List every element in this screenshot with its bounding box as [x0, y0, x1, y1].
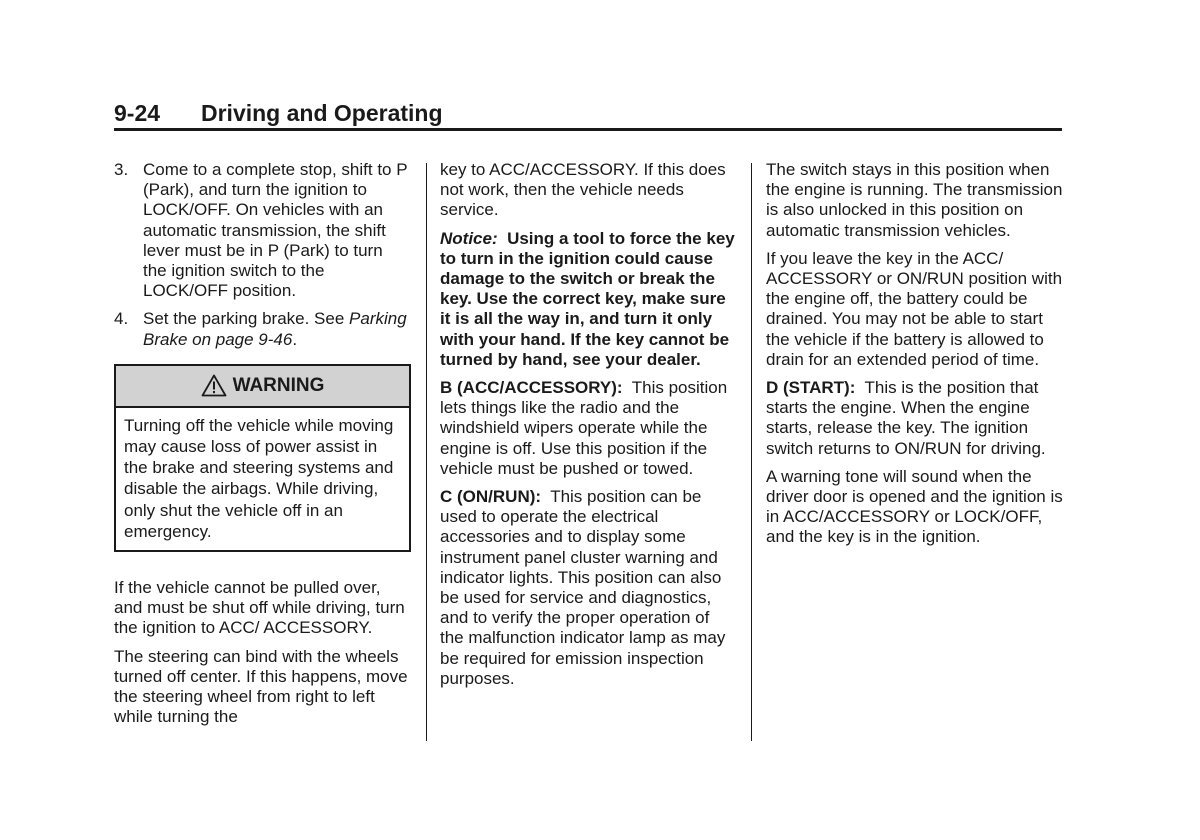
- column-divider: [426, 163, 427, 741]
- position-c-label: C (ON/RUN):: [440, 487, 542, 507]
- paragraph: The steering can bind with the wheels turned off center. If this happens, move the steering wheel from right to left while turning the: [114, 646, 408, 727]
- list-item: [114, 160, 410, 301]
- cross-reference-link[interactable]: Parking Brake on page 9-46: [143, 309, 407, 349]
- position-c-text: This position can be used to operate the electrical accessories and to display some instrument panel cluster warning and indicator lights. This position can also be used for service and diagnostics, and to verify the proper operation of the malfunction indicator lamp as may be required for emission inspection purposes.: [440, 487, 726, 688]
- warning-header: [116, 366, 409, 408]
- warning-title: WARNING: [232, 374, 325, 396]
- position-d-text: This is the position that starts the engine. When the engine starts, release the key. The ignition switch returns to ON/RUN for driving.: [766, 378, 1046, 458]
- position-d-paragraph: [766, 378, 1064, 459]
- step-list: [114, 160, 410, 350]
- paragraph: The switch stays in this position when the engine is running. The transmission is also unlocked in this position on automatic transmission vehicles.: [766, 160, 1063, 240]
- list-text: Set the parking brake. See: [143, 309, 350, 329]
- notice-text: Using a tool to force the key to turn in the ignition could cause damage to the switch or break the key. Use the correct key, make sure it is all the way in, and turn it only with your hand. If the key cannot be turned by hand, see your dealer.: [440, 228, 735, 369]
- list-text-end: .: [292, 329, 298, 349]
- position-c-paragraph: [440, 487, 736, 689]
- warning-triangle-icon: [201, 374, 227, 397]
- list-item: [114, 309, 410, 349]
- notice-paragraph: [440, 229, 736, 370]
- page-number: 9-24: [114, 100, 161, 126]
- section-title: Driving and Operating: [201, 100, 443, 126]
- warning-box: [114, 364, 411, 552]
- warning-text: Turning off the vehicle while moving may cause loss of power assist in the brake and steering systems and disable the airbags. While driving, only shut the vehicle off in an emergency.: [124, 415, 394, 541]
- position-b-paragraph: [440, 378, 736, 479]
- paragraph: If you leave the key in the ACC/ ACCESSORY or ON/RUN position with the engine off, the battery could be drained. You may not be able to start the vehicle if the battery is allowed to drain for an extended period of time.: [766, 248, 1063, 369]
- page-header: [114, 100, 1062, 130]
- list-number: 4.: [114, 309, 129, 329]
- paragraph: If the vehicle cannot be pulled over, and must be shut off while driving, turn the ignition to ACC/ ACCESSORY.: [114, 578, 405, 638]
- list-number: 3.: [114, 160, 129, 179]
- paragraph: A warning tone will sound when the driver door is opened and the ignition is in ACC/ACCESSORY or LOCK/OFF, and the key is in the ignition.: [766, 466, 1063, 547]
- paragraph: key to ACC/ACCESSORY. If this does not work, then the vehicle needs service.: [440, 160, 726, 220]
- column-3: [766, 160, 1064, 556]
- column-2: [440, 160, 736, 697]
- position-b-text: This position lets things like the radio and the windshield wipers operate while the engine is off. Use this position if the vehicle must be pushed or towed.: [440, 378, 728, 478]
- header-rule: [114, 128, 1062, 131]
- position-b-label: B (ACC/ACCESSORY):: [440, 378, 623, 398]
- column-1: [114, 160, 410, 735]
- list-text: Come to a complete stop, shift to P (Park), and turn the ignition to LOCK/OFF. On vehicles with an automatic transmission, the shift lever must be in P (Park) to turn the ignition switch to the LOCK/OFF position.: [143, 160, 408, 301]
- column-divider: [751, 163, 752, 741]
- position-d-label: D (START):: [766, 378, 856, 398]
- notice-label: Notice:: [440, 228, 498, 248]
